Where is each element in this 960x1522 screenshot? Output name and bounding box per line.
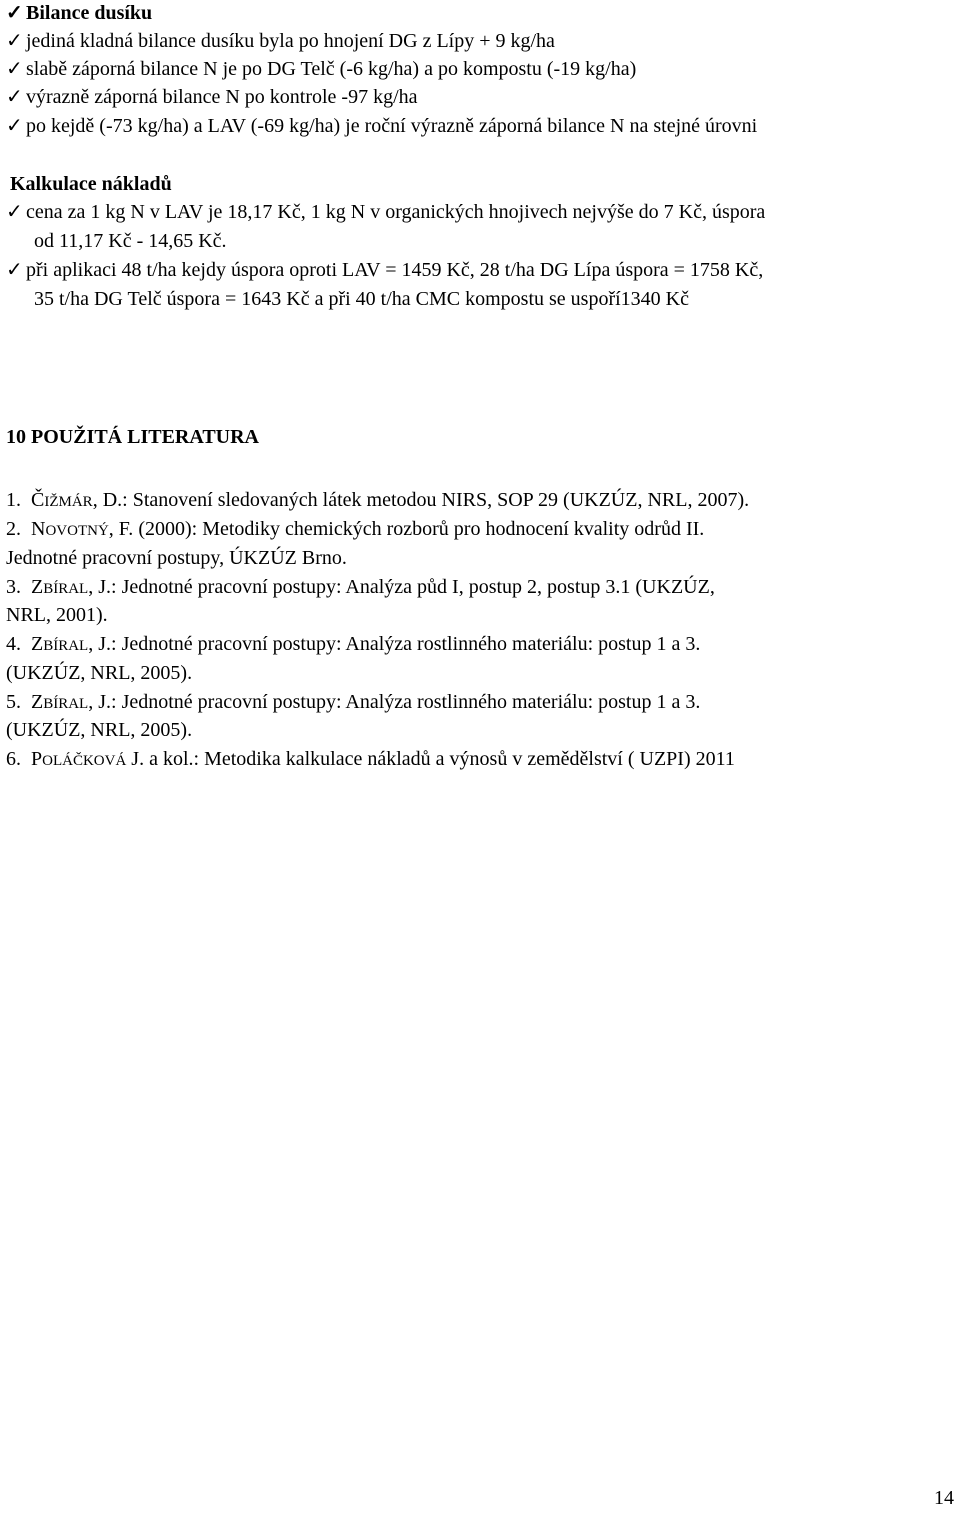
section-title-kalkulace: Kalkulace nákladů <box>10 173 172 195</box>
list-item-continuation: od 11,17 Kč - 14,65 Kč. <box>34 230 227 252</box>
reference-item: 2. NOVOTNÝ, F. (2000): Metodiky chemických rozborů pro hodnocení kvality odrůd II. <box>6 518 705 540</box>
list-item: ✓ cena za 1 kg N v LAV je 18,17 Kč, 1 kg N v organických hnojivech nejvýše do 7 Kč, úspora <box>6 198 765 227</box>
check-icon: ✓ <box>6 2 23 24</box>
reference-continuation: NRL, 2001). <box>6 604 108 626</box>
reference-continuation: Jednotné pracovní postupy, ÚKZÚZ Brno. <box>6 547 347 569</box>
reference-item: 4. ZBÍRAL, J.: Jednotné pracovní postupy: Analýza rostlinného materiálu: postup 1 a 3. <box>6 633 701 655</box>
literature-heading: 10 POUŽITÁ LITERATURA <box>6 426 259 448</box>
reference-item: 1. ČIŽMÁR, D.: Stanovení sledovaných látek metodou NIRS, SOP 29 (UKZÚZ, NRL, 2007). <box>6 489 750 511</box>
list-item: ✓ jediná kladná bilance dusíku byla po hnojení DG z Lípy + 9 kg/ha <box>6 27 555 56</box>
page-number: 14 <box>934 1487 954 1509</box>
section-title-bilance: ✓ Bilance dusíku <box>6 0 152 28</box>
list-item: ✓ výrazně záporná bilance N po kontrole -97 kg/ha <box>6 83 418 112</box>
reference-item: 3. ZBÍRAL, J.: Jednotné pracovní postupy: Analýza půd I, postup 2, postup 3.1 (UKZÚZ, <box>6 576 715 598</box>
check-icon: ✓ <box>6 58 23 80</box>
check-icon: ✓ <box>6 259 23 281</box>
check-icon: ✓ <box>6 86 23 108</box>
reference-item: 5. ZBÍRAL, J.: Jednotné pracovní postupy: Analýza rostlinného materiálu: postup 1 a 3. <box>6 691 701 713</box>
list-item: ✓ po kejdě (-73 kg/ha) a LAV (-69 kg/ha) je roční výrazně záporná bilance N na stejné úrovni <box>6 112 757 141</box>
reference-continuation: (UKZÚZ, NRL, 2005). <box>6 719 193 741</box>
check-icon: ✓ <box>6 115 23 137</box>
list-item: ✓ slabě záporná bilance N je po DG Telč (-6 kg/ha) a po kompostu (-19 kg/ha) <box>6 55 636 84</box>
reference-continuation: (UKZÚZ, NRL, 2005). <box>6 662 193 684</box>
check-icon: ✓ <box>6 201 23 223</box>
reference-item: 6. POLÁČKOVÁ J. a kol.: Metodika kalkulace nákladů a výnosů v zemědělství ( UZPI) 2011 <box>6 748 735 770</box>
check-icon: ✓ <box>6 30 23 52</box>
list-item: ✓ při aplikaci 48 t/ha kejdy úspora oproti LAV = 1459 Kč, 28 t/ha DG Lípa úspora = 1758 Kč, <box>6 256 763 285</box>
list-item-continuation: 35 t/ha DG Telč úspora = 1643 Kč a při 40 t/ha CMC kompostu se uspoří1340 Kč <box>34 288 689 310</box>
